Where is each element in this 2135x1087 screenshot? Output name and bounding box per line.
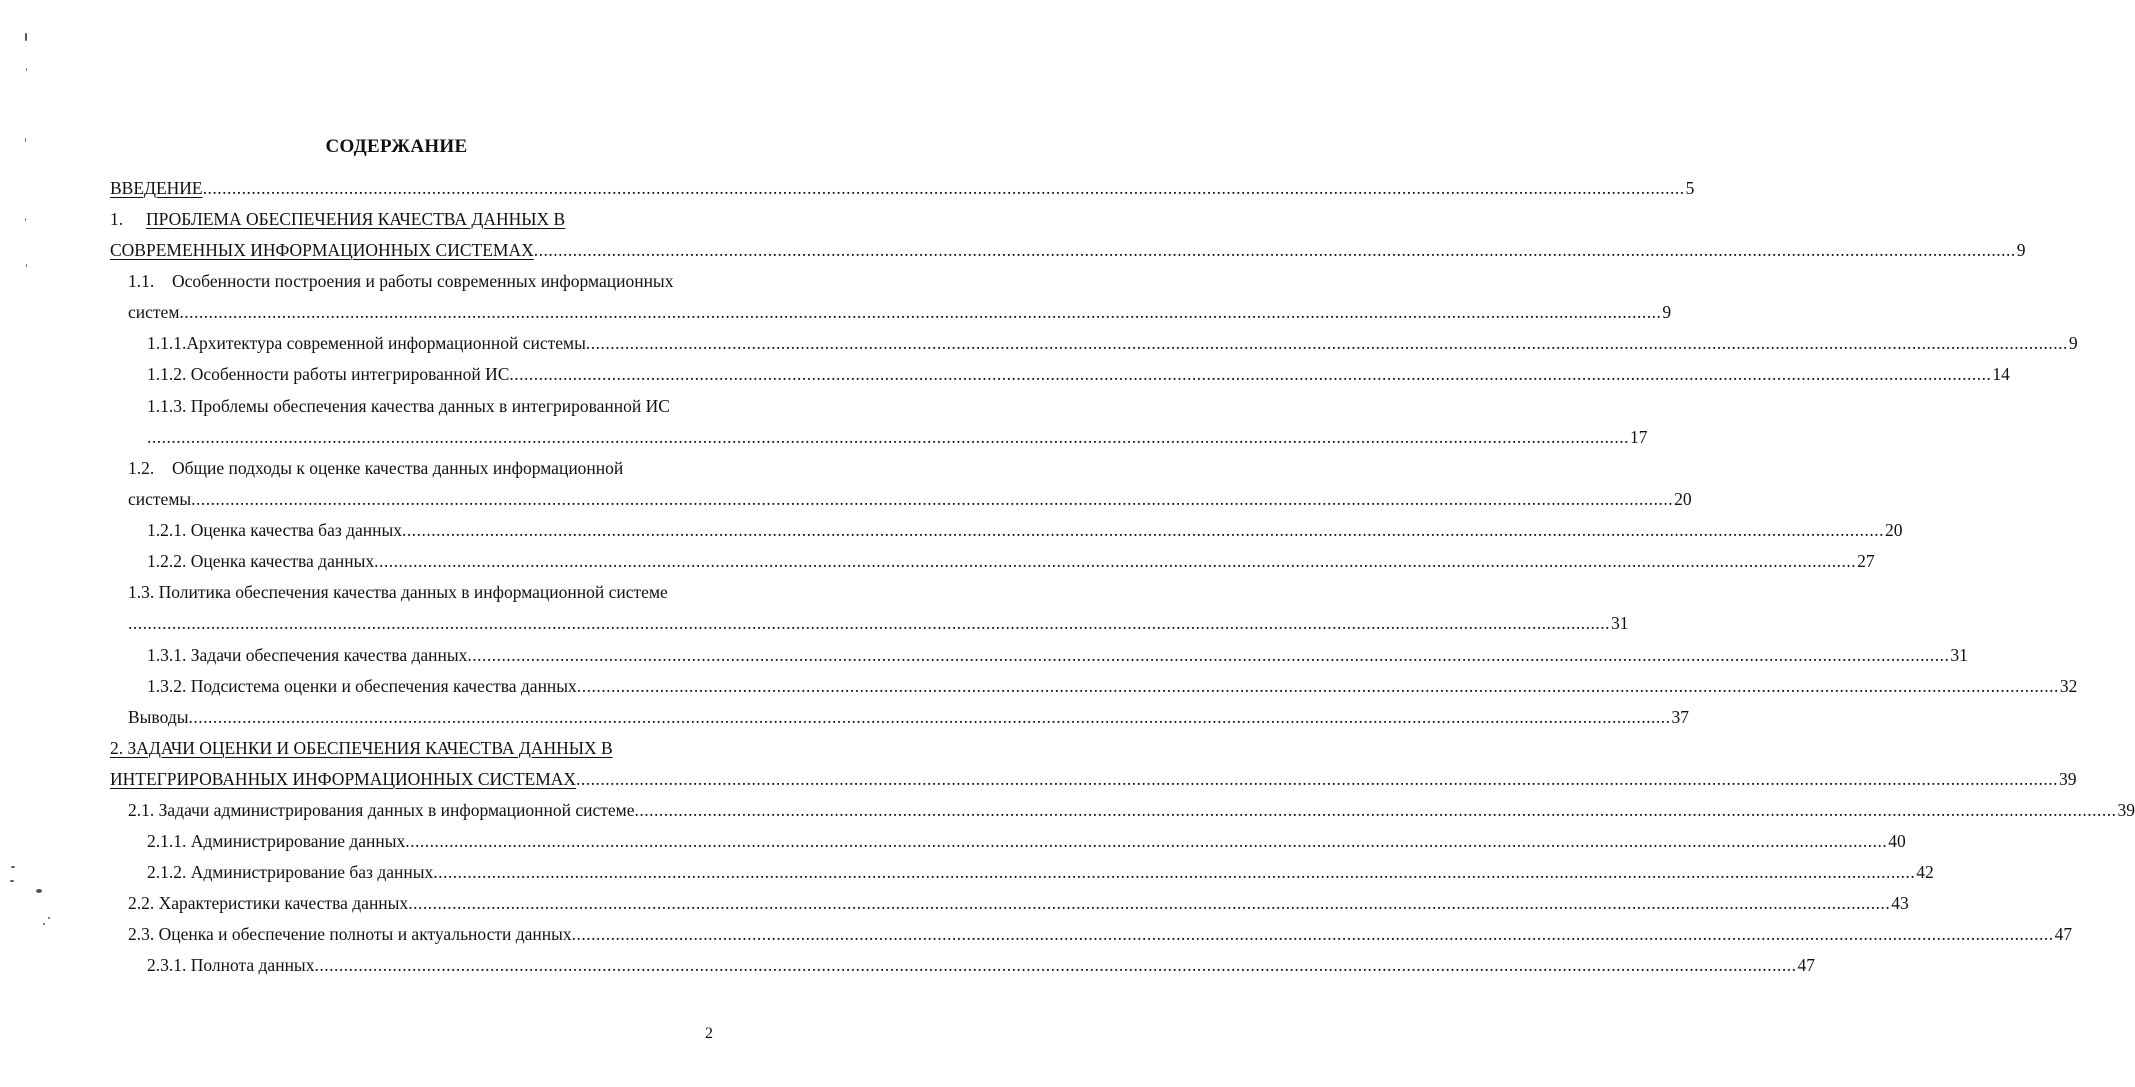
toc-leader-dots [314,953,1796,977]
toc-entry-text: 2. ЗАДАЧИ ОЦЕНКИ И ОБЕСПЕЧЕНИЯ КАЧЕСТВА ДАННЫХ В [110,738,613,758]
toc-entry-text: 1.1.3. Проблемы обеспечения качества данных в интегрированной ИС [147,396,670,416]
toc-entry-2-3[interactable] [128,922,2073,946]
toc-leader-dots [467,643,1949,667]
toc-entry-1-2-line-2[interactable] [128,487,1692,511]
toc-entry-text: 2.2. Характеристики качества данных [128,893,409,913]
toc-entry-text: Архитектура современной информационной системы [186,333,586,353]
toc-page-number: 47 [1797,955,1815,975]
scan-speck [10,880,14,882]
toc-entry-conclusions[interactable] [128,705,1689,729]
toc-entry-text: ПРОБЛЕМА ОБЕСПЕЧЕНИЯ КАЧЕСТВА ДАННЫХ В [146,209,566,229]
toc-entry-2-1-1[interactable] [147,829,1906,853]
toc-leader-dots [433,860,1915,884]
toc-entry-1-1-line-1[interactable] [128,269,673,293]
toc-page-number: 20 [1674,489,1692,509]
toc-entry-1-3-line-2[interactable] [128,611,1629,635]
toc-entry-text: Выводы [128,707,189,727]
toc-leader-dots [534,238,2016,262]
toc-entry-1-1-3-line-1[interactable] [147,394,670,418]
toc-entry-text: 1.2.2. Оценка качества данных [147,551,375,571]
toc-page-number: 9 [2016,240,2026,260]
toc-page-number: 20 [1885,520,1903,540]
toc-entry-1-1-line-2[interactable] [128,300,1672,324]
toc-page-number: 31 [1611,613,1629,633]
toc-entry-2-1[interactable] [128,798,2135,822]
toc-entry-text: Особенности построения и работы современных информационных [172,271,674,291]
toc-entry-chapter-2-line-1[interactable] [110,736,613,760]
scan-speck [36,889,42,893]
scan-speck [11,866,15,868]
toc-page-number: 27 [1857,551,1875,571]
toc-page-number: 17 [1630,427,1648,447]
toc-entry-chapter-2-line-2[interactable] [110,767,2077,791]
toc-entry-chapter-1-line-1[interactable] [110,207,565,231]
toc-page-number: 32 [2059,676,2078,696]
scan-speck [48,917,50,919]
toc-entry-introduction[interactable] [110,176,1695,200]
toc-page-number: 40 [1888,831,1906,851]
toc-entry-2-1-2[interactable] [147,860,1934,884]
toc-page-number: 14 [1992,364,2010,384]
toc-leader-dots [577,674,2059,698]
toc-leader-dots [509,362,1991,386]
scan-speck [26,264,27,267]
toc-page-number: 9 [2068,333,2078,353]
toc-entry-text: систем [128,302,180,322]
page-number: 2 [705,1025,713,1042]
toc-entry-1-1-3-line-2[interactable] [147,425,1648,449]
toc-leader-dots [408,891,1890,915]
toc-entry-text: 1.3.1. Задачи обеспечения качества данных [147,645,468,665]
toc-leader-dots [128,611,1610,635]
toc-leader-dots [188,705,1670,729]
toc-entry-text: 1.3.2. Подсистема оценки и обеспечения качества данных [147,676,577,696]
toc-page-number: 37 [1671,707,1689,727]
toc-entry-text: 2.3.1. Полнота данных [147,955,315,975]
toc-entry-text: 2.1.1. Администрирование данных [147,831,406,851]
toc-entry-1-3-2[interactable] [147,674,2078,698]
toc-page-number: 42 [1916,862,1934,882]
toc-entry-2-2[interactable] [128,891,1909,915]
toc-entry-number: 1. [110,209,124,229]
toc-entry-text: 1.2.1. Оценка качества баз данных [147,520,403,540]
scan-speck [25,218,26,221]
toc-entry-number: 1.1. [128,271,155,291]
toc-entry-1-3-1[interactable] [147,643,1968,667]
toc-entry-1-1-1[interactable] [147,331,2078,355]
toc-entry-1-1-2[interactable] [147,362,2010,386]
toc-leader-dots [374,549,1856,573]
toc-entry-text: Общие подходы к оценке качества данных информационной [172,458,624,478]
toc-entry-1-2-1[interactable] [147,518,1903,542]
scan-speck [43,923,45,925]
toc-leader-dots [179,300,1661,324]
scan-speck [26,68,27,71]
toc-leader-dots [572,922,2054,946]
toc-entry-text: 1.1.2. Особенности работы интегрированной ИС [147,364,510,384]
toc-leader-dots [402,518,1884,542]
toc-leader-dots [191,487,1673,511]
toc-entry-text: системы [128,489,192,509]
toc-entry-text: ВВЕДЕНИЕ [110,178,203,198]
toc-page-number: 5 [1685,178,1695,198]
scan-speck [25,33,27,41]
toc-entry-text: 2.1.2. Администрирование баз данных [147,862,434,882]
toc-page-number: 9 [1662,302,1672,322]
toc-entry-1-2-2[interactable] [147,549,1875,573]
toc-leader-dots [576,767,2058,791]
toc-page-number: 31 [1950,645,1968,665]
scan-speck [25,138,26,142]
toc-page-number: 47 [2054,924,2073,944]
toc-entry-1-2-line-1[interactable] [128,456,623,480]
toc-leader-dots [147,425,1629,449]
toc-leader-dots [405,829,1887,853]
toc-entry-text: ИНТЕГРИРОВАННЫХ ИНФОРМАЦИОННЫХ СИСТЕМАХ [110,769,577,789]
toc-entry-text: СОВРЕМЕННЫХ ИНФОРМАЦИОННЫХ СИСТЕМАХ [110,240,534,260]
toc-leader-dots [635,798,2117,822]
toc-entry-1-3-line-1[interactable] [128,580,668,604]
toc-page-number: 39 [2059,769,2077,789]
toc-leader-dots [203,176,1685,200]
toc-entry-number: 1.1.1. [147,333,187,353]
toc-entry-text: 2.3. Оценка и обеспечение полноты и актуальности данных [128,924,572,944]
toc-entry-text: 2.1. Задачи администрирования данных в информационной системе [128,800,635,820]
toc-page-number: 43 [1891,893,1909,913]
toc-entry-text: 1.3. Политика обеспечения качества данных в информационной системе [128,582,668,602]
page-title: СОДЕРЖАНИЕ [325,136,468,157]
toc-entry-chapter-1-line-2[interactable] [110,238,2026,262]
toc-page-number: 39 [2117,800,2135,820]
toc-leader-dots [586,331,2068,355]
toc-entry-number: 1.2. [128,458,155,478]
toc-entry-2-3-1[interactable] [147,953,1815,977]
